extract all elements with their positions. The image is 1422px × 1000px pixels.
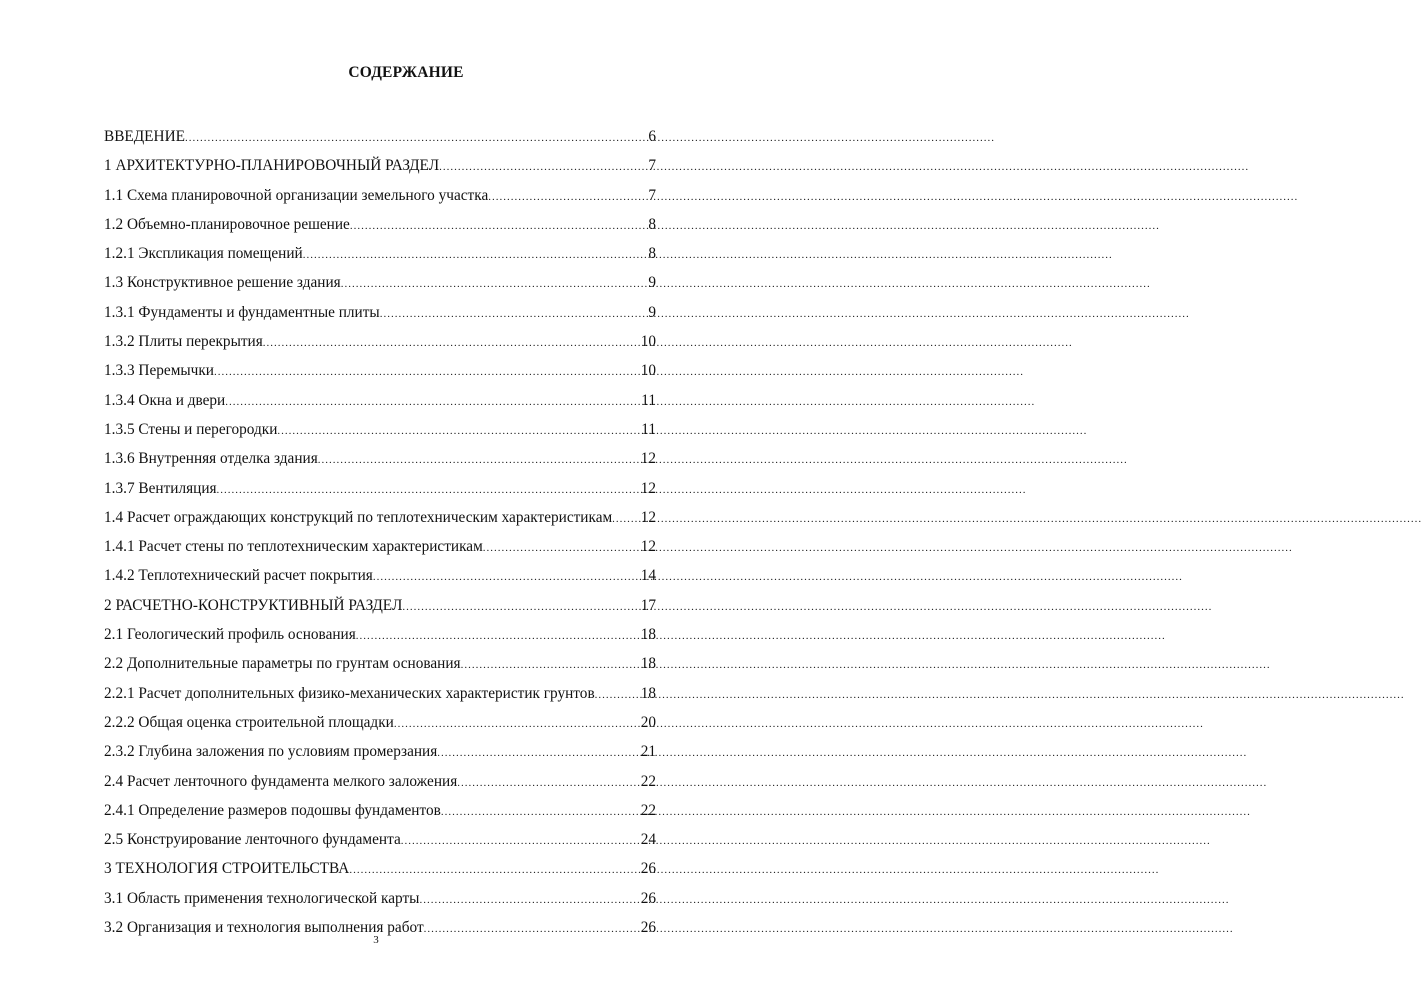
toc-entry-page: 22 — [640, 801, 656, 819]
toc-entry-page: 22 — [640, 772, 656, 790]
toc-leader-dots — [373, 563, 639, 592]
toc-entry[interactable] — [104, 561, 656, 590]
toc-leader-dots — [303, 241, 647, 270]
toc-entry-page: 18 — [640, 684, 656, 702]
toc-entry-page: 26 — [640, 860, 656, 878]
toc-entry-page: 11 — [641, 391, 656, 409]
toc-entry-page: 11 — [641, 420, 656, 438]
toc-entry-title: 2.5 Конструирование ленточного фундамента — [104, 831, 401, 849]
toc-entry-page: 6 — [648, 128, 656, 145]
toc-entry[interactable] — [104, 268, 656, 297]
toc-entry[interactable] — [104, 327, 656, 356]
toc-entry-title: 1.3.2 Плиты перекрытия — [104, 333, 263, 351]
toc-leader-dots — [263, 329, 639, 358]
toc-entry[interactable] — [104, 210, 656, 239]
toc-entry[interactable] — [104, 679, 656, 708]
toc-entry[interactable] — [104, 796, 656, 825]
toc-leader-dots — [185, 124, 646, 153]
toc-entry-title: 1.4.1 Расчет стены по теплотехническим характеристикам — [104, 538, 483, 556]
toc-entry-page: 7 — [648, 186, 656, 204]
toc-leader-dots — [595, 681, 639, 710]
toc-leader-dots — [214, 358, 639, 387]
toc-leader-dots — [318, 446, 639, 475]
toc-leader-dots — [350, 212, 646, 241]
toc-entry-page: 9 — [648, 274, 656, 292]
toc-entry-title: 2.2.2 Общая оценка строительной площадки — [104, 713, 394, 731]
toc-entry[interactable] — [104, 708, 656, 737]
toc-leader-dots — [349, 856, 638, 885]
toc-entry[interactable] — [104, 884, 656, 913]
toc-entry-title: 1.4.2 Теплотехнический расчет покрытия — [104, 567, 373, 585]
toc-entry-title: ВВЕДЕНИЕ — [104, 128, 185, 145]
toc-entry-page: 12 — [640, 450, 656, 468]
toc-entry-title: 1.2.1 Экспликация помещений — [104, 245, 303, 263]
toc-entry-title: 1.3 Конструктивное решение здания — [104, 274, 341, 292]
toc-leader-dots — [439, 153, 646, 182]
toc-leader-dots — [380, 300, 647, 329]
toc-entry[interactable] — [104, 122, 656, 151]
toc-leader-dots — [401, 827, 639, 856]
toc-entry[interactable] — [104, 444, 656, 473]
toc-leader-dots — [419, 886, 638, 915]
toc-entry[interactable] — [104, 591, 656, 620]
toc-entry-title: 1.3.5 Стены и перегородки — [104, 420, 278, 438]
toc-entry-title: 1.3.7 Вентиляция — [104, 479, 217, 497]
toc-entry-title: 1.3.1 Фундаменты и фундаментные плиты — [104, 303, 380, 321]
toc-entry-title: 2.4 Расчет ленточного фундамента мелкого заложения — [104, 772, 458, 790]
toc-entry-page: 18 — [640, 626, 656, 644]
toc-entry-title: 1.4 Расчет ограждающих конструкций по теплотехническим характеристикам — [104, 508, 613, 526]
toc-entry-title: 2.2.1 Расчет дополнительных физико-механических характеристик грунтов — [104, 684, 595, 702]
toc-entry-title: 2.2 Дополнительные параметры по грунтам основания — [104, 655, 461, 673]
toc-entry[interactable] — [104, 532, 656, 561]
page-title: СОДЕРЖАНИЕ — [348, 64, 464, 81]
toc-entry-page: 24 — [640, 831, 656, 849]
table-of-contents — [104, 122, 656, 942]
toc-leader-dots — [225, 388, 639, 417]
toc-leader-dots — [217, 476, 639, 505]
toc-leader-dots — [341, 270, 647, 299]
toc-leader-dots — [402, 593, 638, 622]
toc-entry-title: 1 АРХИТЕКТУРНО-ПЛАНИРОВОЧНЫЙ РАЗДЕЛ — [104, 157, 440, 175]
toc-entry-page: 7 — [648, 157, 656, 175]
toc-leader-dots — [488, 183, 646, 212]
toc-leader-dots — [483, 534, 639, 563]
toc-entry-page: 10 — [640, 362, 656, 380]
toc-entry-title: 3 ТЕХНОЛОГИЯ СТРОИТЕЛЬСТВА — [104, 860, 350, 878]
toc-entry-page: 10 — [640, 333, 656, 351]
toc-leader-dots — [612, 505, 639, 534]
page-number: 3 — [373, 934, 379, 946]
toc-entry[interactable] — [104, 151, 656, 180]
toc-entry-title: 1.3.3 Перемычки — [104, 362, 214, 380]
toc-entry-page: 9 — [648, 303, 656, 321]
toc-entry-page: 8 — [648, 215, 656, 233]
toc-leader-dots — [356, 622, 639, 651]
toc-entry-title: 1.1 Схема планировочной организации земельного участка — [104, 186, 489, 204]
toc-leader-dots — [441, 798, 639, 827]
toc-entry-page: 12 — [640, 479, 656, 497]
toc-entry[interactable] — [104, 737, 656, 766]
toc-entry[interactable] — [104, 298, 656, 327]
toc-entry[interactable] — [104, 854, 656, 883]
toc-entry-title: 2.4.1 Определение размеров подошвы фундаментов — [104, 801, 441, 819]
toc-entry-title: 2 РАСЧЕТНО-КОНСТРУКТИВНЫЙ РАЗДЕЛ — [104, 596, 403, 614]
toc-leader-dots — [457, 769, 638, 798]
toc-leader-dots — [394, 710, 639, 739]
toc-entry-title: 1.3.6 Внутренняя отделка здания — [104, 450, 318, 468]
toc-entry-page: 12 — [640, 538, 656, 556]
toc-entry-page: 18 — [640, 655, 656, 673]
toc-entry-page: 12 — [640, 508, 656, 526]
toc-entry-title: 2.1 Геологический профиль основания — [104, 626, 356, 644]
toc-leader-dots — [461, 651, 639, 680]
toc-entry-page: 26 — [640, 889, 656, 907]
toc-leader-dots — [277, 417, 639, 446]
toc-entry-title: 3.2 Организация и технология выполнения работ — [104, 919, 424, 937]
toc-entry[interactable] — [104, 649, 656, 678]
toc-entry-title: 2.3.2 Глубина заложения по условиям промерзания — [104, 743, 438, 761]
toc-entry[interactable] — [104, 356, 656, 385]
toc-entry[interactable] — [104, 386, 656, 415]
toc-entry-page: 20 — [640, 713, 656, 731]
toc-entry-title: 1.2 Объемно-планировочное решение — [104, 215, 350, 233]
toc-entry-page: 8 — [648, 245, 656, 263]
toc-entry-page: 26 — [640, 919, 656, 937]
toc-entry[interactable] — [104, 474, 656, 503]
toc-entry[interactable] — [104, 181, 656, 210]
toc-entry[interactable] — [104, 415, 656, 444]
toc-entry-page: 17 — [640, 596, 656, 614]
toc-entry[interactable] — [104, 239, 656, 268]
toc-entry-title: 1.3.4 Окна и двери — [104, 391, 226, 409]
toc-entry[interactable] — [104, 767, 656, 796]
toc-entry[interactable] — [104, 503, 656, 532]
toc-entry[interactable] — [104, 825, 656, 854]
toc-leader-dots — [424, 915, 639, 944]
toc-entry-page: 14 — [640, 567, 656, 585]
toc-entry-title: 3.1 Область применения технологической карты — [104, 889, 420, 907]
toc-entry-page: 21 — [640, 743, 656, 761]
toc-leader-dots — [437, 739, 638, 768]
toc-entry[interactable] — [104, 620, 656, 649]
